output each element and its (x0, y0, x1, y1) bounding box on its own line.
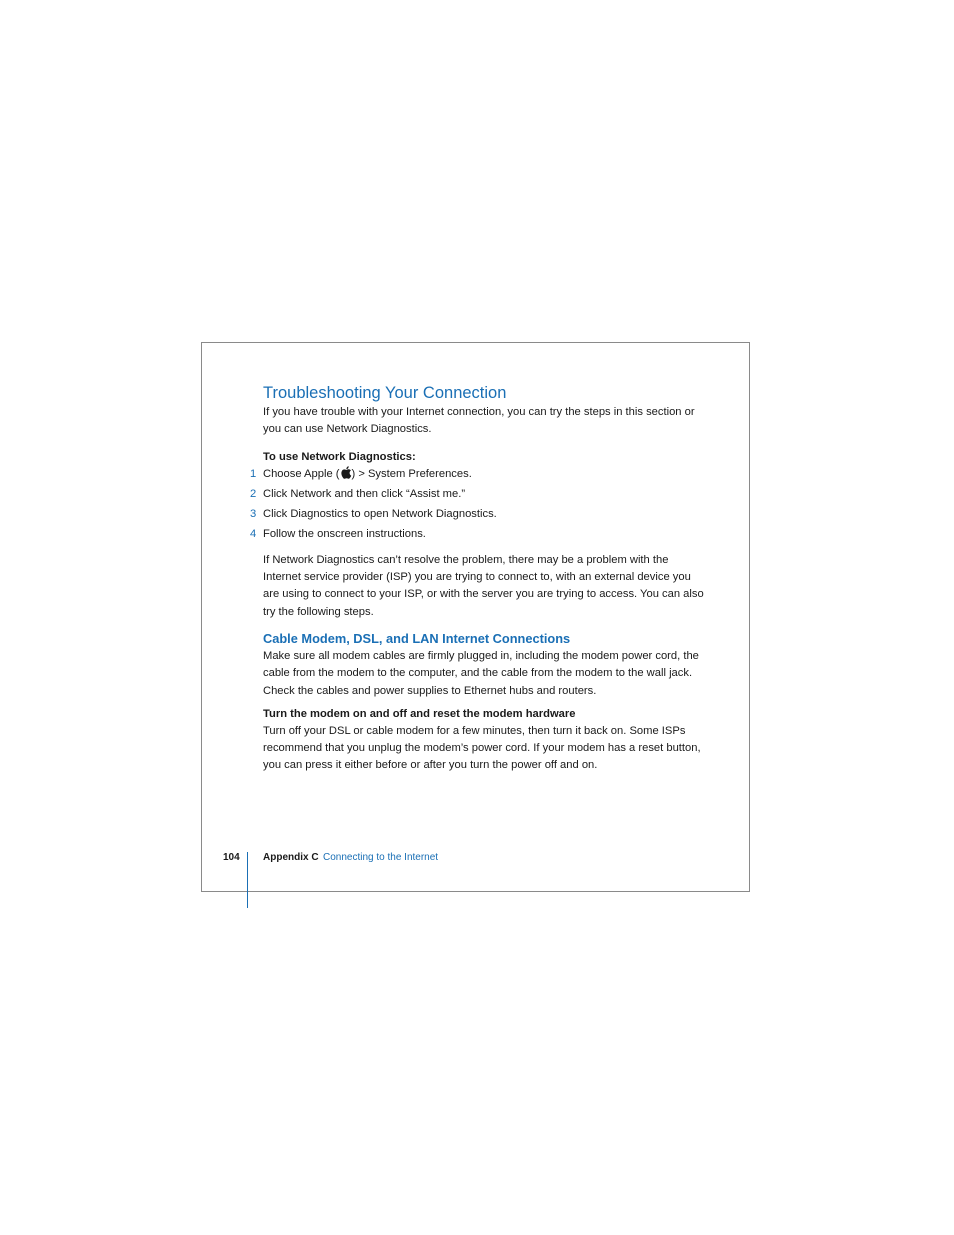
tip-body: Turn off your DSL or cable modem for a few minutes, then turn it back on. Some ISPs recommend that you unplug the modem’s power cord. If your modem has a reset button, you can press it either before or after you turn the power off and on. (263, 724, 701, 772)
section-title: Troubleshooting Your Connection (263, 384, 507, 402)
steps-list (250, 466, 708, 547)
step-number: 2 (250, 487, 257, 500)
subsection-body: Make sure all modem cables are firmly plugged in, including the modem power cord, the cable from the modem to the computer, and the cable from the modem to the wall jack. Check the cables and power supplies to Ethernet hubs and routers. (263, 649, 699, 697)
step-number: 3 (250, 508, 257, 521)
footer-chapter: Connecting to the Internet (323, 852, 439, 863)
section-intro: If you have trouble with your Internet connection, you can try the steps in this section or you can use Network Diagnostics. (263, 406, 695, 436)
page-content (250, 382, 708, 775)
tip-heading: Turn the modem on and off and reset the modem hardware (263, 707, 576, 720)
procedure-followup: If Network Diagnostics can’t resolve the problem, there may be a problem with the Internet service provider (ISP) you are trying to connect to, with an external device you are using to connect to your ISP, or with the server you are trying to access. You can also try the following steps. (263, 553, 704, 618)
footer-appendix: Appendix C (263, 852, 319, 863)
step-number: 1 (250, 467, 257, 480)
step-item (250, 526, 708, 546)
step-text: Click Diagnostics to open Network Diagnostics. (263, 508, 497, 521)
procedure-heading: To use Network Diagnostics: (263, 450, 416, 463)
footer-divider (247, 852, 248, 908)
step-text: Choose Apple ( (263, 467, 340, 480)
page-number: 104 (223, 852, 240, 863)
step-item (250, 506, 708, 526)
step-item (250, 486, 708, 506)
step-text: Follow the onscreen instructions. (263, 528, 426, 541)
step-number: 4 (250, 528, 257, 541)
step-item (250, 466, 708, 486)
step-text: Click Network and then click “Assist me.” (263, 487, 466, 500)
subsection-title: Cable Modem, DSL, and LAN Internet Connections (263, 630, 571, 646)
step-text-suffix: ) > System Preferences. (351, 467, 472, 480)
apple-icon (340, 466, 352, 479)
